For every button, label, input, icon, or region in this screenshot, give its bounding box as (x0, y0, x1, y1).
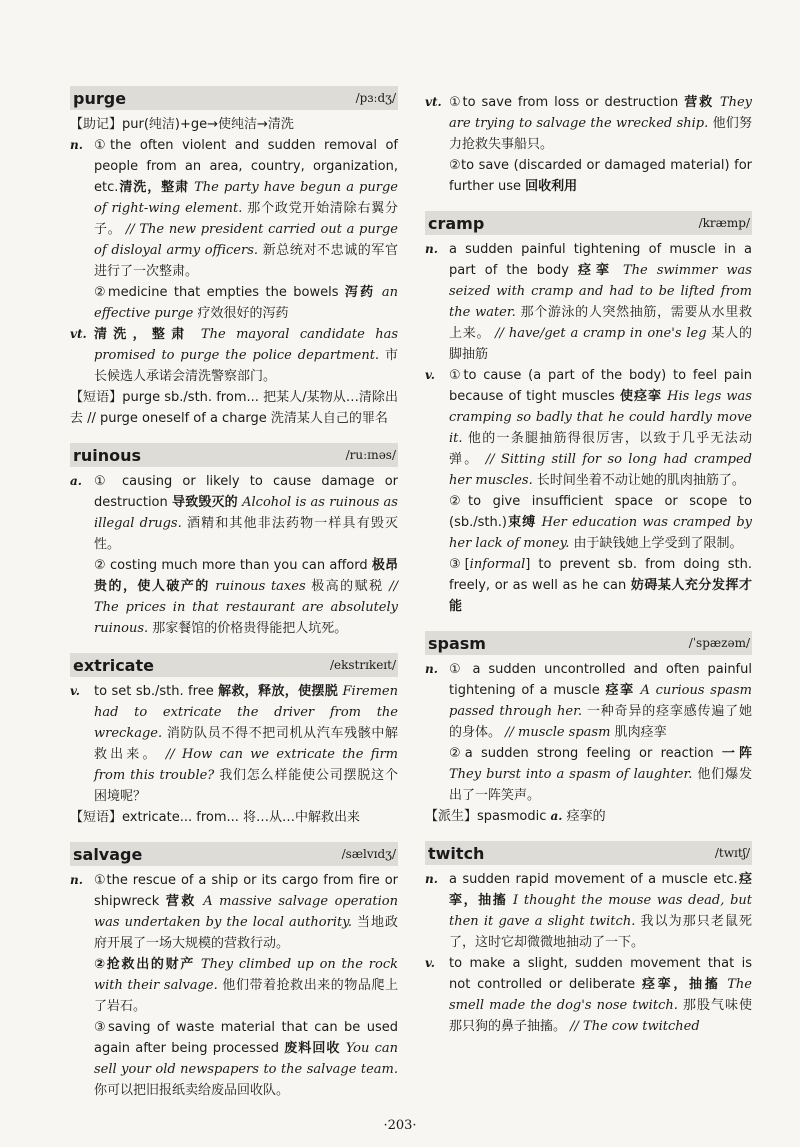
pos-label: v. (70, 684, 80, 698)
example-translation: 消防队员不得不把司机从汽车残骸中解救出来。 (94, 726, 398, 762)
example: A curious spasm passed through her. (449, 683, 752, 719)
translation: 妨碍某人充分发挥才能 (449, 578, 752, 614)
phonetic: /kræmp/ (698, 216, 750, 230)
definition: to make a slight, sudden movement that is not controlled or deliberate (449, 956, 752, 992)
example: You can sell your old newspapers to the salvage team. (94, 1041, 398, 1077)
pos-label: n. (425, 242, 438, 256)
sense-block (70, 135, 398, 282)
example-translation: 那家餐馆的价格贵得能把人坑死。 (152, 621, 348, 636)
entry-ruinous (70, 443, 398, 639)
definition: ①the often violent and sudden removal of people from an area, country, organization, etc. (94, 138, 398, 195)
translation: 解救，释放，使摆脱 (218, 684, 339, 699)
translation: 营救 (684, 95, 714, 110)
example-translation: 市长候选人承诺会清洗警察部门。 (94, 348, 398, 384)
headword-bar (425, 631, 752, 655)
pos-label: n. (70, 873, 83, 887)
phrase: 【短语】extricate... from... 将…从…中解救出来 (70, 810, 361, 825)
sense-block (70, 870, 398, 954)
headword-bar (70, 842, 398, 866)
example: // The new president carried out a purge of disloyal army officers. (94, 222, 398, 258)
translation: 痉挛 (605, 683, 635, 698)
definition: ③saving of waste material that can be used again after being processed (94, 1020, 398, 1056)
headword-bar (70, 86, 398, 110)
definition: a sudden painful tightening of muscle in a part of the body (449, 242, 752, 278)
example: ruinous taxes (209, 579, 312, 594)
entry-cramp (425, 211, 752, 617)
headword: extricate (73, 655, 154, 675)
example-translation: 他们带着抢救出来的物品爬上了岩石。 (94, 978, 398, 1014)
sense-block (70, 324, 398, 387)
sense-block (70, 1017, 398, 1101)
phrase: 【短语】purge sb./sth. from... 把某人/某物从…清除出去 // purge oneself of a charge 洗清某人自己的罪名 (70, 390, 398, 426)
example: // have/get a cramp in one's leg (490, 326, 712, 341)
pos-label: n. (425, 662, 438, 676)
headword: twitch (428, 843, 485, 863)
example: The party have begun a purge of right-wing element. (94, 180, 398, 216)
example-translation: 他们爆发出了一阵笑声。 (449, 767, 752, 803)
example: They climbed up on the rock with their salvage. (94, 957, 398, 993)
page-number: ·203· (383, 1118, 417, 1133)
example: The swimmer was seized with cramp and had to be lifted from the water. (449, 263, 752, 320)
sense-block (70, 555, 398, 639)
sense-block (425, 365, 752, 491)
headword: spasm (428, 633, 486, 653)
sense-block (425, 554, 752, 617)
headword-bar (70, 653, 398, 677)
headword: cramp (428, 213, 485, 233)
translation: 清洗，整肃 (94, 327, 191, 342)
sense-block (425, 155, 752, 197)
definition: ①the rescue of a ship or its cargo from fire or shipwreck (94, 873, 398, 909)
example: Alcohol is as ruinous as illegal drugs. (94, 495, 398, 531)
translation: 使痉挛 (619, 389, 662, 404)
definition: ②to save (discarded or damaged material) for further use (449, 158, 752, 194)
entry-salvage-continued (425, 92, 752, 197)
definition: ②medicine that empties the bowels (94, 285, 345, 300)
entry-extricate (70, 653, 398, 828)
headword: ruinous (73, 445, 142, 465)
entry-purge (70, 86, 398, 429)
sense-block (425, 659, 752, 743)
example: // muscle spasm (501, 725, 615, 740)
pos-label: vt. (425, 95, 442, 109)
translation: 束缚 (506, 515, 537, 530)
definition: ②a sudden strong feeling or reaction (449, 746, 722, 761)
translation: ②抢救出的财产 (94, 957, 196, 972)
sense-block (425, 239, 752, 365)
example: // The prices in that restaurant are absolutely ruinous. (94, 579, 398, 636)
example-translation: 长时间坐着不动让她的肌肉抽筋了。 (536, 473, 745, 488)
translation: 一阵 (721, 746, 752, 761)
example: an effective purge (94, 285, 398, 321)
phonetic: /ˈspæzəm/ (688, 636, 750, 650)
example-translation: 那股气味使那只狗的鼻子抽搐。 (449, 998, 752, 1034)
pos-label: v. (425, 368, 435, 382)
definition: ②to give insufficient space or scope to (sb./sth.) (449, 494, 752, 530)
example: Firemen had to extricate the driver from the wreckage. (94, 684, 398, 741)
sense-block (70, 471, 398, 555)
example: A massive salvage operation was undertaken by the local authority. (94, 894, 398, 930)
example-translation: 某人的脚抽筋 (449, 326, 752, 362)
example-translation: 新总统对不忠诚的军官进行了一次整肃。 (94, 243, 398, 279)
definition: ③[ (449, 557, 470, 572)
example-translation: 他们努力抢救失事船只。 (449, 116, 752, 152)
example-translation: 由于缺钱她上学受到了限制。 (573, 536, 743, 551)
translation: 痉挛的 (562, 809, 606, 824)
sense-block (425, 743, 752, 806)
definition: to set sb./sth. free (94, 684, 219, 699)
example-translation: 疗效很好的泻药 (197, 306, 289, 321)
example-translation: 肌肉痉挛 (614, 725, 667, 740)
translation: 极昂贵的，使人破产的 (94, 558, 398, 594)
pos-label: n. (70, 138, 83, 152)
pos-label: v. (425, 956, 435, 970)
entry-spasm (425, 631, 752, 827)
sense-block (425, 92, 752, 155)
pos-label: a. (550, 809, 563, 823)
sense-block (425, 491, 752, 554)
phonetic: /twɪtʃ/ (714, 846, 750, 860)
sense-block (425, 953, 752, 1037)
sense-block (70, 282, 398, 324)
entry-salvage (70, 842, 398, 1101)
example-translation: 我以为那只老鼠死了，这时它却微微地抽动了一下。 (449, 914, 752, 950)
register-label: informal (469, 557, 526, 572)
example: The smell made the dog's nose twitch. (449, 977, 753, 1013)
pos-label: a. (70, 474, 82, 488)
example-translation: 你可以把旧报纸卖给废品回收队。 (94, 1083, 290, 1098)
headword-bar (70, 443, 398, 467)
example-translation: 那个游泳的人突然抽筋，需要从水里救上来。 (449, 305, 752, 341)
example: // How can we extricate the firm from this trouble? (94, 747, 398, 783)
phonetic: /ekstrɪkeɪt/ (329, 658, 396, 672)
definition: a sudden rapid movement of a muscle etc. (449, 872, 738, 887)
mnemonic: 【助记】pur(纯洁)+ge→使纯洁→清洗 (70, 117, 294, 132)
translation: 痉挛 (578, 263, 614, 278)
translation: 回收利用 (525, 179, 578, 194)
headword: purge (73, 88, 127, 108)
example: The mayoral candidate has promised to purge the police department. (94, 327, 398, 363)
example: I thought the mouse was dead, but then it gave a slight twitch. (449, 893, 752, 929)
example-translation: 酒精和其他非法药物一样具有毁灭性。 (94, 516, 398, 552)
headword: salvage (73, 844, 143, 864)
definition: ② costing much more than you can afford (94, 558, 372, 573)
translation: 清洗，整肃 (118, 180, 190, 195)
headword-bar (425, 211, 752, 235)
pos-label: n. (425, 872, 438, 886)
example: His legs was cramping so badly that he could hardly move it. (449, 389, 752, 446)
translation: 痉挛，抽搐 (641, 977, 721, 992)
example: They are trying to salvage the wrecked ship. (449, 95, 752, 131)
example: They burst into a spasm of laughter. (449, 767, 698, 782)
definition: ①to save from loss or destruction (449, 95, 685, 110)
pos-label: vt. (70, 327, 87, 341)
left-column (70, 86, 398, 1115)
definition: ① a sudden uncontrolled and often painful tightening of a muscle (449, 662, 752, 698)
example: Her education was cramped by her lack of money. (449, 515, 752, 551)
example-translation: 他的一条腿抽筋得很厉害，以致于几乎无法动弹。 (449, 431, 752, 467)
example-translation: 一种奇异的痉挛感传遍了她的身体。 (449, 704, 752, 740)
example: // The cow twitched (566, 1019, 700, 1034)
sense-block (70, 954, 398, 1017)
phonetic: /sælvɪdʒ/ (341, 847, 396, 861)
sense-block (425, 869, 752, 953)
entry-twitch (425, 841, 752, 1037)
derived-form (425, 806, 752, 827)
example-translation: 极高的赋税 (311, 579, 384, 594)
example-translation: 当地政府开展了一场大规模的营救行动。 (94, 915, 398, 951)
definition: ①to cause (a part of the body) to feel pain because of tight muscles (449, 368, 752, 404)
example-translation: 我们怎么样能使公司摆脱这个困境呢？ (94, 768, 398, 804)
derived-label: 【派生】spasmodic (425, 809, 551, 824)
translation: 痉挛，抽搐 (449, 872, 752, 908)
example-translation: 那个政党开始清除右翼分子。 (94, 201, 398, 237)
definition: ① causing or likely to cause damage or destruction (94, 474, 398, 510)
translation: 导致毁灭的 (172, 495, 238, 510)
translation: 泻药 (344, 285, 376, 300)
phonetic: /pɜːdʒ/ (355, 91, 396, 105)
example: // Sitting still for so long had cramped her muscles. (449, 452, 752, 488)
translation: 废料回收 (284, 1041, 341, 1056)
phonetic: /ruːɪnəs/ (345, 448, 396, 462)
definition: ] to prevent sb. from doing sth. freely, or as well as he can (449, 557, 752, 593)
right-column (425, 92, 752, 1051)
sense-block (70, 681, 398, 807)
headword-bar (425, 841, 752, 865)
translation: 营救 (165, 894, 197, 909)
